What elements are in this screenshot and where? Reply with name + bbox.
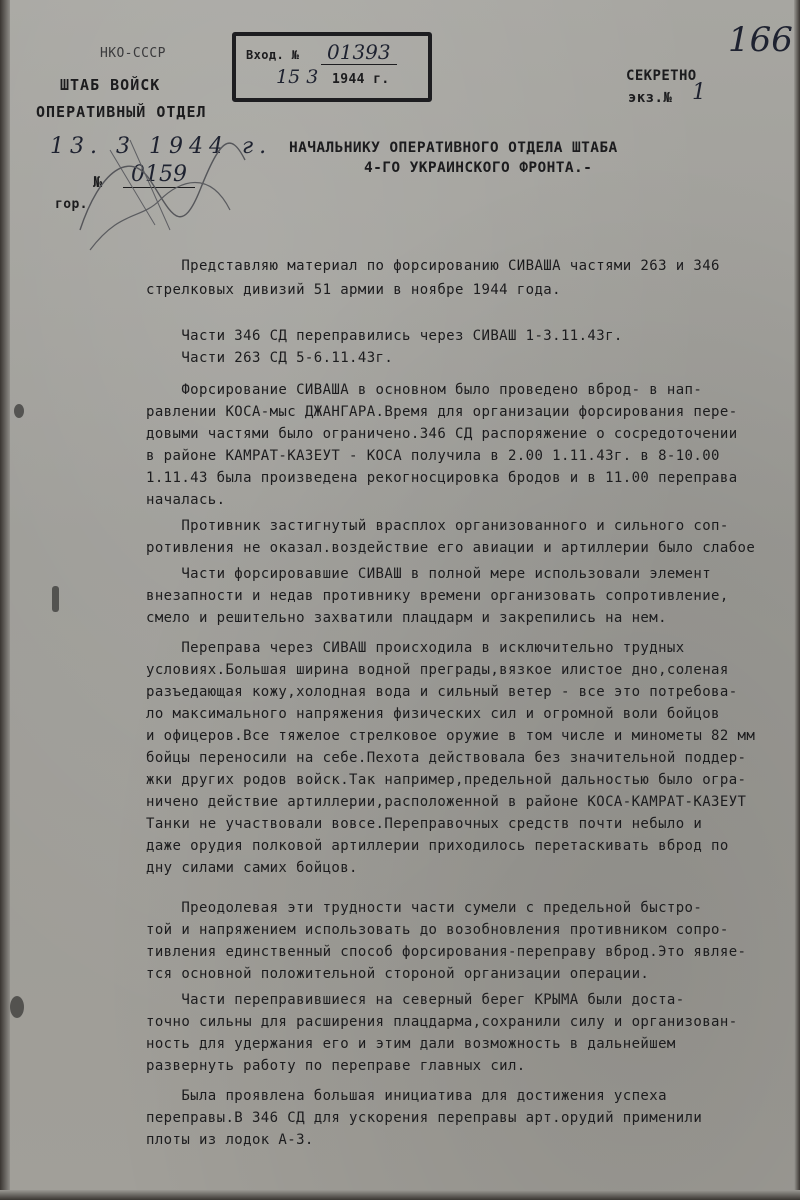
body-line: Была проявлена большая инициатива для достижения успеха: [146, 1088, 667, 1104]
signature-scribble: [60, 110, 260, 270]
body-line: Части переправившиеся на северный берег КРЫМА были доста-: [146, 992, 685, 1008]
body-line: ность для удержания его и этим дали возможность в дальнейшем: [146, 1036, 676, 1052]
stamp-year: 1944 г.: [332, 72, 390, 87]
classification-secret: СЕКРЕТНО: [626, 68, 697, 84]
copy-number-handwritten: 1: [692, 80, 706, 105]
header-staff: ШТАБ ВОЙСК: [60, 76, 161, 94]
header-city: гор.: [55, 197, 88, 212]
addressee-line-2: 4-ГО УКРАИНСКОГО ФРОНТА.-: [364, 160, 593, 176]
body-line: Танки не участвовали вовсе.Переправочных средств почти небыло и: [146, 816, 703, 832]
body-line: 1.11.43 была произведена рекогносцировка бродов и в 11.00 переправа: [146, 470, 738, 486]
body-line: смело и решительно захватили плацдарм и закрепились на нем.: [146, 610, 667, 626]
body-line: бойцы переносили на себе.Пехота действовала без значительной поддер-: [146, 750, 747, 766]
header-date-handwritten: 13. 3 1944 г.: [50, 134, 273, 159]
body-line: Форсирование СИВАША в основном было проведено вброд- в нап-: [146, 382, 703, 398]
body-line: Преодолевая эти трудности части сумели с предельной быстро-: [146, 900, 703, 916]
body-line: жки других родов войск.Так например,предельной дальностью было огра-: [146, 772, 747, 788]
stamp-incoming-number: 01393: [321, 40, 397, 65]
margin-smudge: [14, 404, 24, 418]
body-line: Противник застигнутый врасплох организованного и сильного соп-: [146, 518, 729, 534]
body-line: переправы.В 346 СД для ускорения переправы арт.орудий применили: [146, 1110, 703, 1126]
body-line: Переправа через СИВАШ происходила в исключительно трудных: [146, 640, 685, 656]
body-line: тивления единственный способ форсирования-переправу вброд.Это являе-: [146, 944, 747, 960]
body-line: Части 263 СД 5-6.11.43г.: [146, 350, 394, 366]
body-line: довыми частями было ограничено.346 СД распоряжение о сосредоточении: [146, 426, 738, 442]
header-number-handwritten: 0159: [123, 162, 195, 188]
body-line: ло максимального напряжения физических сил и огромной воли бойцов: [146, 706, 720, 722]
body-line: началась.: [146, 492, 226, 508]
addressee-line-1: НАЧАЛЬНИКУ ОПЕРАТИВНОГО ОТДЕЛА ШТАБА: [289, 140, 618, 156]
page-right-edge: [794, 0, 800, 1200]
page-number-handwritten: 166: [728, 20, 793, 60]
body-line: точно сильны для расширения плацдарма,сохранили силу и организован-: [146, 1014, 738, 1030]
body-line: Части форсировавшие СИВАШ в полной мере использовали элемент: [146, 566, 712, 582]
margin-smudge: [52, 586, 59, 612]
body-line: той и напряжением использовать до возобновления противником сопро-: [146, 922, 729, 938]
header-number-prefix: №: [93, 173, 103, 191]
body-line: Части 346 СД переправились через СИВАШ 1-3.11.43г.: [146, 328, 623, 344]
body-line: Представляю материал по форсированию СИВАША частями 263 и 346: [146, 258, 720, 274]
body-line: дну силами самих бойцов.: [146, 860, 358, 876]
body-line: внезапности и недав противнику времени организовать сопротивление,: [146, 588, 729, 604]
body-line: тся основной положительной стороной организации операции.: [146, 966, 650, 982]
stamp-incoming-label: Вход. №: [246, 48, 300, 62]
body-line: равлении КОСА-мыс ДЖАНГАРА.Время для организации форсирования пере-: [146, 404, 738, 420]
page-left-edge: [0, 0, 10, 1200]
copy-label: экз.№: [628, 90, 673, 106]
body-line: ничено действие артиллерии,расположенной в районе КОСА-КАМРАТ-КАЗЕУТ: [146, 794, 747, 810]
header-department: ОПЕРАТИВНЫЙ ОТДЕЛ: [36, 103, 207, 121]
body-line: и офицеров.Все тяжелое стрелковое оружие в том числе и минометы 82 мм: [146, 728, 756, 744]
body-line: в районе КАМРАТ-КАЗЕУТ - КОСА получила в 2.00 1.11.43г. в 8-10.00: [146, 448, 720, 464]
body-line: стрелковых дивизий 51 армии в ноябре 1944 года.: [146, 282, 561, 298]
body-line: плоты из лодок А-3.: [146, 1132, 314, 1148]
body-line: условиях.Большая ширина водной преграды,вязкое илистое дно,соленая: [146, 662, 729, 678]
body-line: ротивления не оказал.воздействие его авиации и артиллерии было слабое: [146, 540, 756, 556]
registration-stamp: [232, 32, 432, 102]
body-line: даже орудия полковой артиллерии приходилось перетаскивать вброд по: [146, 838, 729, 854]
header-org: НКО-СССР: [100, 46, 166, 61]
stamp-date: 15 3: [276, 66, 319, 88]
body-line: разъедающая кожу,холодная вода и сильный ветер - все это потребова-: [146, 684, 738, 700]
margin-smudge: [10, 996, 24, 1018]
page-bottom-edge: [0, 1190, 800, 1200]
body-line: развернуть работу по переправе главных сил.: [146, 1058, 526, 1074]
